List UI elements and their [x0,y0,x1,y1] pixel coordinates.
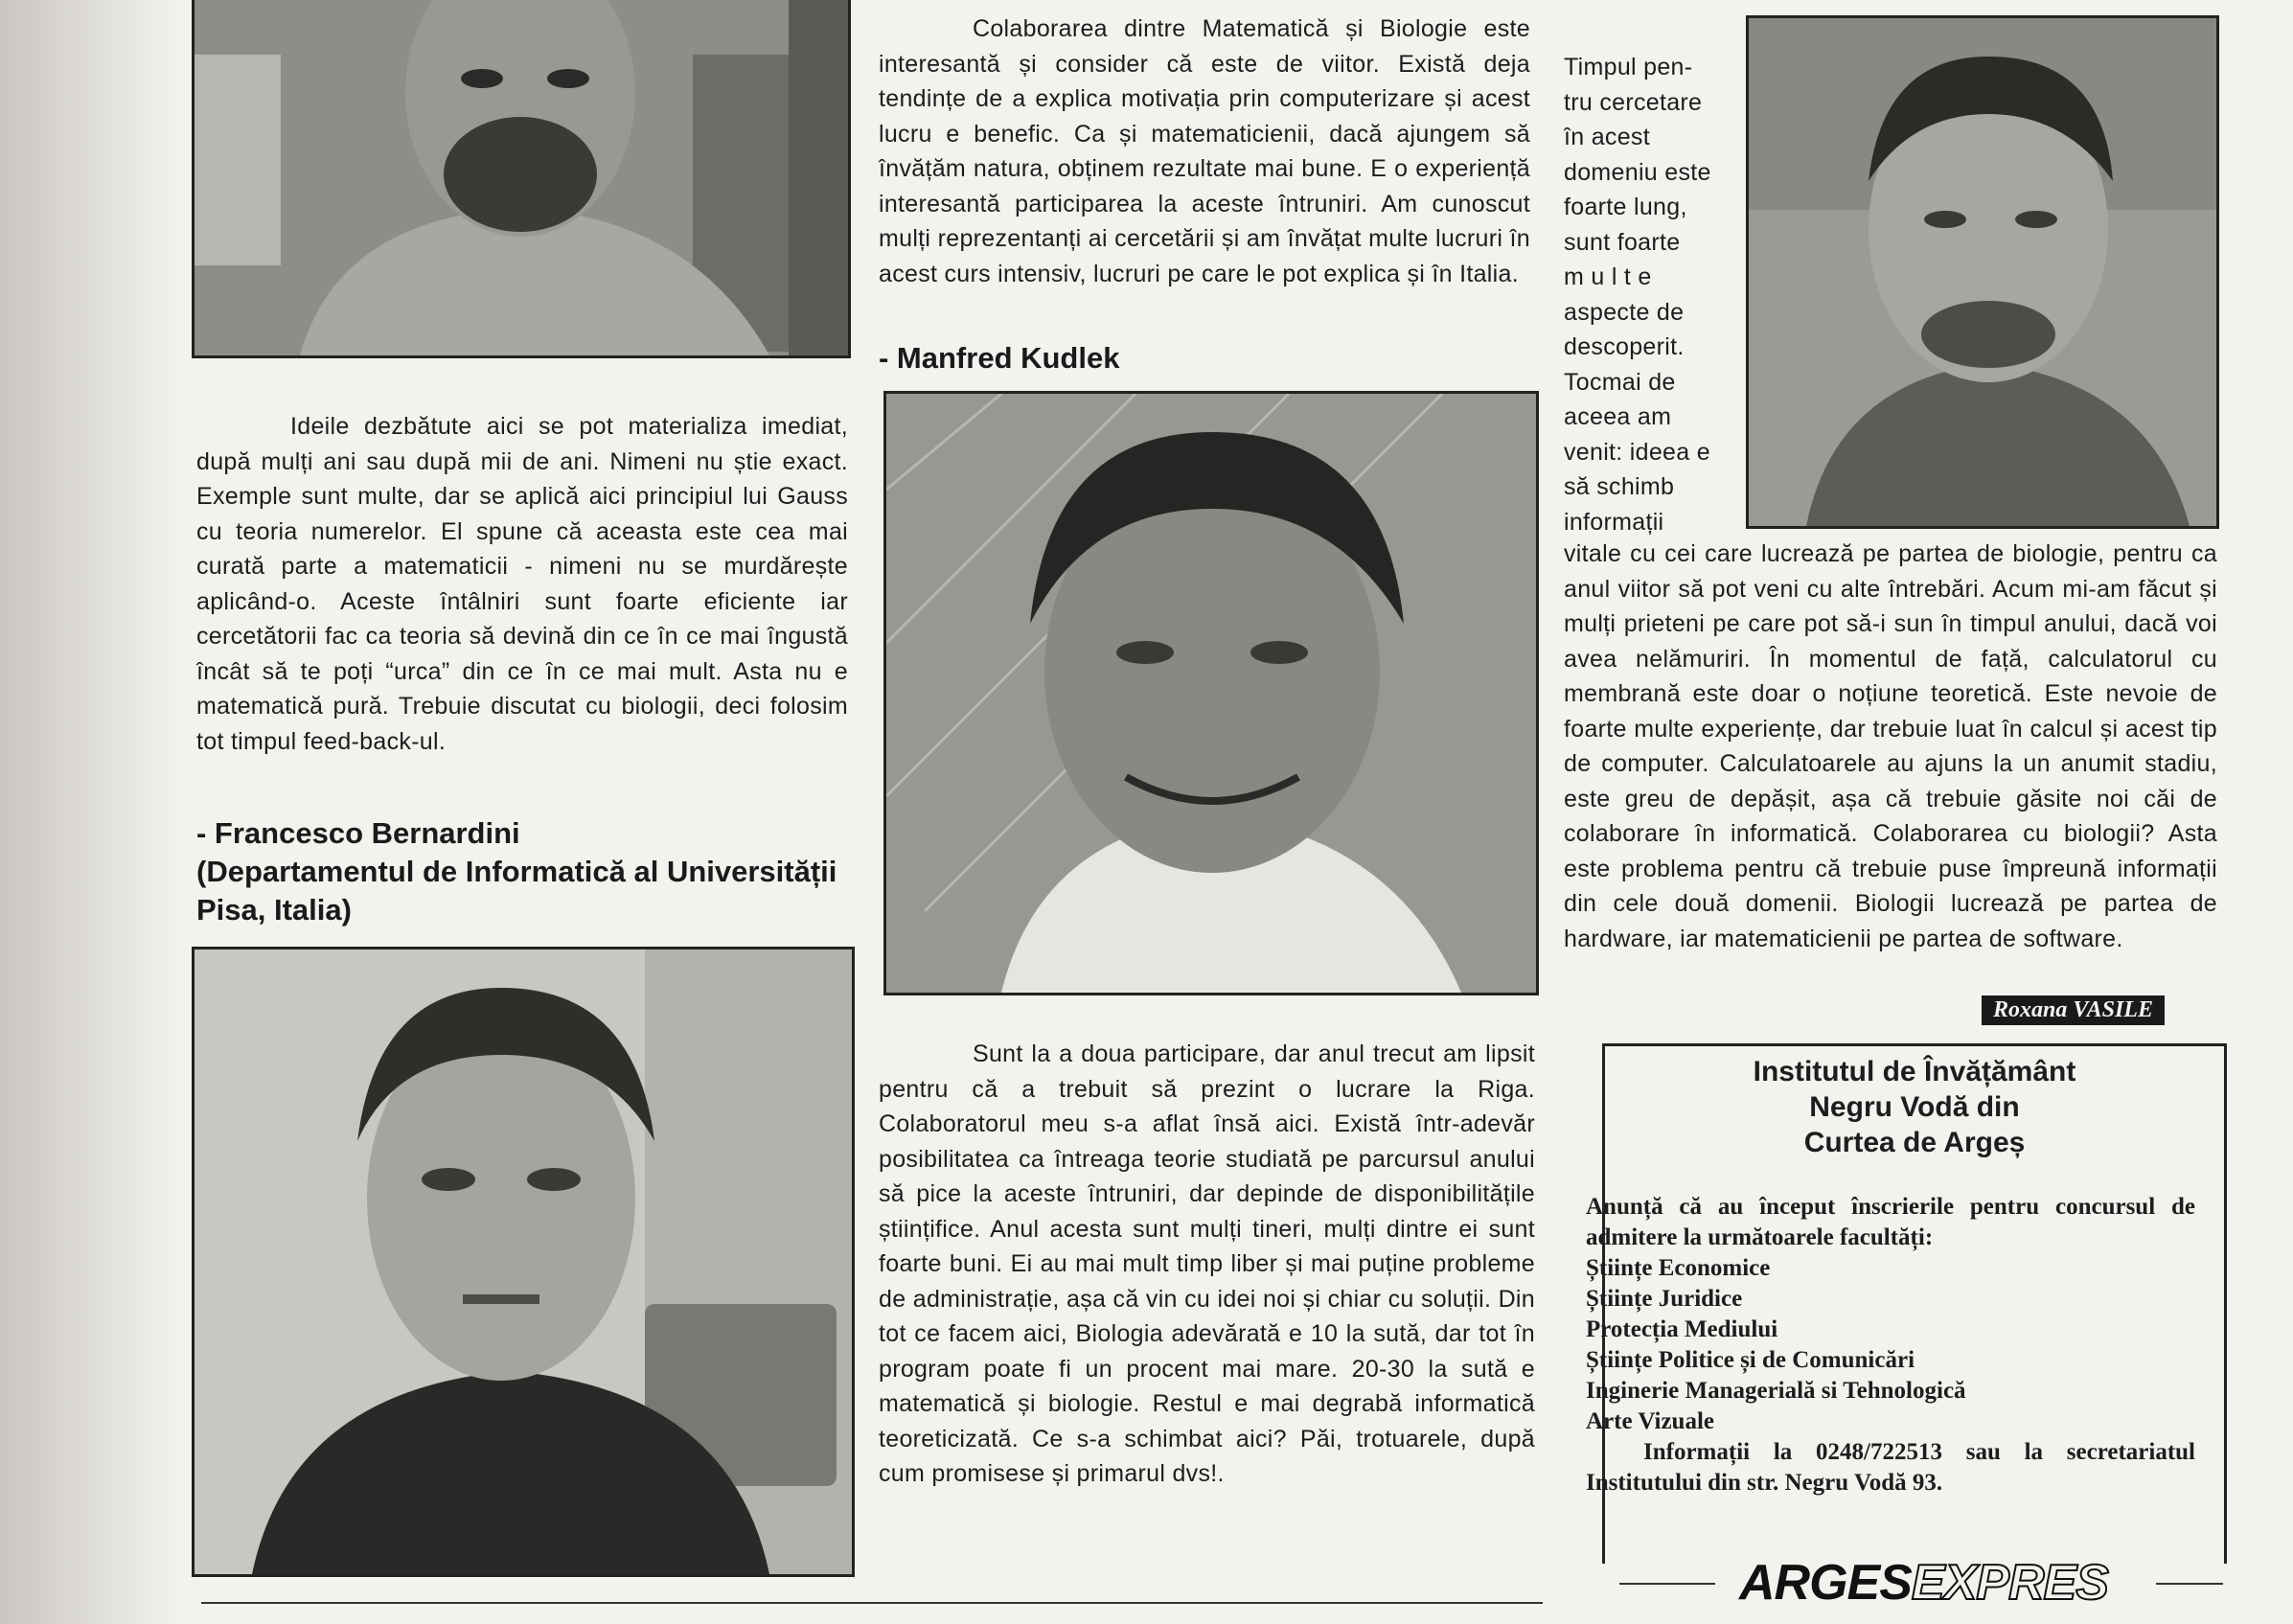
ad-title-line: Negru Vodă din [1809,1091,2020,1123]
narrow-line: venit: ideea e [1564,438,1710,466]
photo-bernardini [192,947,855,1577]
left-paragraph: Ideile dezbătute aici se pot materializa imediat, după mulți ani sau după mii de ani. Nimeni nu știe exact. Exemple sunt multe, dar se aplică aici principiul lui Gauss cu teoria numerelor. El spune că aceasta este cea mai curată parte a matematicii - nimeni nu se murdărește aplicând-o. Aceste întâlniri sunt foarte eficiente iar cercetătorii fac ca teoria să devină din ce în ce mai îngustă încât să te poți “urca” din ce în ce mai mult. Asta nu e matematică pură. Trebuie discutat cu biologii, deci folosim tot timpul feed-back-ul. [196,413,848,755]
faculty-item: Științe Economice [1586,1255,1771,1281]
ad-title-line: Institutul de Învățământ [1753,1056,2076,1087]
faculty-item: Protecția Mediului [1586,1316,1778,1342]
narrow-line: sunt foarte [1564,228,1681,256]
ad-contact: Informații la 0248/722513 sau la secretariatul Institutului din str. Negru Vodă 93. [1586,1439,2195,1496]
footer-rule [1619,1583,1715,1585]
narrow-line: informații [1564,508,1664,536]
ad-body [1586,1192,2195,1498]
footer-rule [201,1602,1543,1604]
faculty-item: Științe Politice și de Comunicări [1586,1347,1915,1373]
author-credit: Roxana VASILE [1982,995,2165,1025]
right-column-narrow-text [1564,50,1736,539]
narrow-line: descoperit. [1564,333,1685,360]
ad-title [1605,1054,2224,1160]
faculty-item: Arte Vizuale [1586,1408,1714,1434]
ad-title-line: Curtea de Argeș [1803,1127,2026,1158]
narrow-line: foarte lung, [1564,194,1687,220]
right-paragraph: vitale cu cei care lucrează pe partea de biologie, pentru ca anul viitor să pot veni cu alte întrebări. Acum mi-am făcut și mulți prieteni pe care pot să-i sun în timpul anului, dacă voi avea nelămuriri. În momentul de față, calculatorul cu membrană este doar o noțiune teoretică. Este nevoie de foarte multe experiențe, dar trebuie luat în calcul și acest tip de computer. Calculatoarele au ajuns la un anumit stadiu, este greu de depășit, așa că trebuie găsite noi căi de colaborare în informatică. Colaborarea cu biologii? Asta este problema pentru că trebuie puse împreună informații din cele două domenii. Biologii lucrează pe partea de hardware, iar matematicienii pe partea de software. [1564,540,2217,952]
photo-top-left [192,0,851,358]
byline-affiliation: (Departamentul de Informatică al Universității Pisa, Italia) [196,855,837,926]
portrait-image [195,949,852,1574]
byline-kudlek [879,339,1530,377]
footer-rule [2156,1583,2223,1585]
faculty-item: Științe Juridice [1586,1286,1743,1312]
narrow-line: aspecte de [1564,298,1685,326]
portrait-image [886,394,1536,993]
faculty-item: Inginerie Managerială si Tehnologică [1586,1378,1966,1404]
photo-top-right [1746,15,2219,529]
ad-intro: Anunță că au început înscrierile pentru concursul de admitere la următoarele facultăți: [1586,1194,2195,1250]
narrow-line: domeniu este [1564,158,1711,186]
narrow-line: m u l t e [1564,263,1652,290]
byline-name: - Francesco Bernardini [196,816,520,850]
page-fold-shadow [0,0,182,1624]
photo-kudlek [883,391,1539,995]
portrait-image [195,0,848,355]
logo-part1: ARGES [1739,1555,1912,1611]
byline-bernardini [196,814,858,929]
byline-name: - Manfred Kudlek [879,341,1120,375]
logo-part2: EXPRES [1911,1555,2108,1611]
right-column-text [1564,537,2217,956]
narrow-line: tru cercetare [1564,88,1703,116]
narrow-line: Tocmai de [1564,368,1676,396]
narrow-line: Timpul pen- [1564,54,1693,80]
newspaper-logo [1739,1554,2108,1612]
advertisement-box [1586,1043,2227,1564]
faculty-list [1586,1253,2195,1437]
left-column-text [196,409,848,759]
narrow-line: să schimb [1564,473,1675,500]
middle-column-bottom-text [879,1037,1535,1492]
middle-top-paragraph: Colaborarea dintre Matematică și Biologie este interesantă și consider că este de viitor. Există deja tendințe de a explica motivația prin computerizare și acest lucru e benefic. Ca și matematicienii, dacă ajungem să învățăm natura, obținem rezultate mai bune. E o experiență interesantă participarea la aceste întruniri. Am cunoscut mulți reprezentanți ai cercetării și am învățat multe lucruri în acest curs intensiv, lucruri pe care le pot explica și în Italia. [879,15,1530,287]
portrait-image [1749,18,2216,526]
middle-column-top-text [879,11,1530,291]
middle-bottom-paragraph: Sunt la a doua participare, dar anul trecut am lipsit pentru că a trebuit să prezint o lucrare la Riga. Colaboratorul meu s-a aflat însă aici. Există într-adevăr posibilitatea ca întreaga teorie studiată pe parcursul anului să pice la aceste întruniri, dar depinde de disponibilitățile științifice. Anul acesta sunt mulți tineri, mulți dintre ei sunt foarte buni. Ei au mai mult timp liber și mai puține probleme de administrație, așa că vin cu idei noi și chiar cu soluții. Din tot ce facem aici, Biologia adevărată e 10 la sută, dar tot în program poate fi un procent mai mare. 20-30 la sută e matematică și biologie. Restul e mai degrabă informatică teoreticizată. Ce s-a schimbat aici? Păi, trotuarele, după cum promisese și primarul dvs!. [879,1041,1535,1487]
narrow-line: aceea am [1564,403,1672,430]
narrow-line: în acest [1564,124,1650,150]
